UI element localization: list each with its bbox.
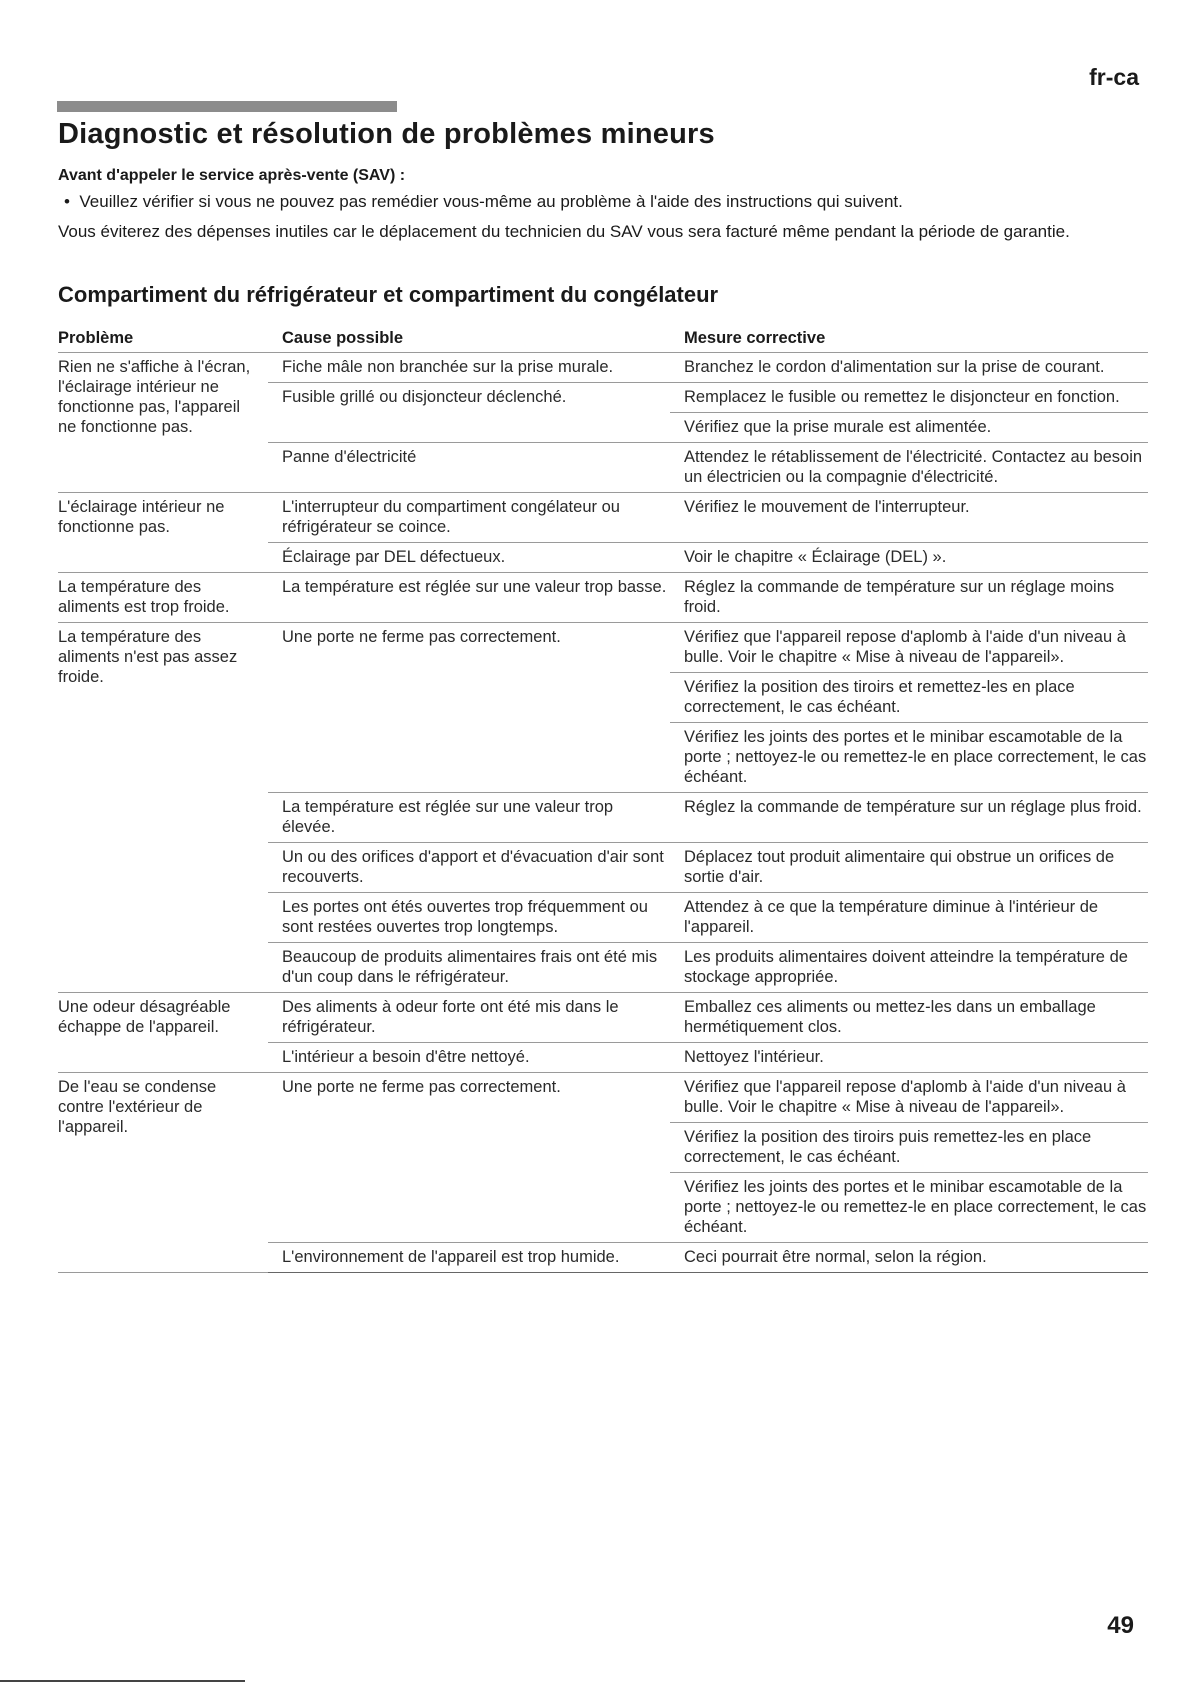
cause-cell: L'interrupteur du compartiment congélateur ou réfrigérateur se coince.	[268, 493, 670, 543]
action-cell: Attendez à ce que la température diminue à l'intérieur de l'appareil.	[670, 893, 1148, 943]
intro-bullet	[58, 192, 1148, 212]
table-row	[58, 993, 1148, 1043]
action-cell: Vérifiez la position des tiroirs et remettez-les en place correctement, le cas échéant.	[670, 673, 1148, 723]
action-cell: Branchez le cordon d'alimentation sur la prise de courant.	[670, 353, 1148, 383]
problem-cell: Une odeur désagréable échappe de l'appareil.	[58, 993, 268, 1073]
action-cell: Nettoyez l'intérieur.	[670, 1043, 1148, 1073]
intro-bullet-text: Veuillez vérifier si vous ne pouvez pas remédier vous-même au problème à l'aide des instructions qui suivent.	[79, 192, 903, 211]
table-row	[58, 623, 1148, 673]
action-cell: Vérifiez les joints des portes et le minibar escamotable de la porte ; nettoyez-le ou remettez-le en place correctement, le cas échéant.	[670, 723, 1148, 793]
section-title: Compartiment du réfrigérateur et compartiment du congélateur	[58, 282, 719, 307]
header-bar	[57, 101, 397, 112]
cause-cell: Les portes ont étés ouvertes trop fréquemment ou sont restées ouvertes trop longtemps.	[268, 893, 670, 943]
cause-cell: Des aliments à odeur forte ont été mis dans le réfrigérateur.	[268, 993, 670, 1043]
action-cell: Vérifiez la position des tiroirs puis remettez-les en place correctement, le cas échéant.	[670, 1123, 1148, 1173]
cause-cell: Fusible grillé ou disjoncteur déclenché.	[268, 383, 670, 443]
cause-cell: Beaucoup de produits alimentaires frais ont été mis d'un coup dans le réfrigérateur.	[268, 943, 670, 993]
action-cell: Vérifiez le mouvement de l'interrupteur.	[670, 493, 1148, 543]
cause-cell: Un ou des orifices d'apport et d'évacuation d'air sont recouverts.	[268, 843, 670, 893]
page-title: Diagnostic et résolution de problèmes mineurs	[58, 118, 715, 150]
table-body	[58, 353, 1148, 1273]
action-cell: Ceci pourrait être normal, selon la région.	[670, 1243, 1148, 1273]
header-cause: Cause possible	[268, 322, 670, 353]
cause-cell: Panne d'électricité	[268, 443, 670, 493]
table-row	[58, 573, 1148, 623]
problem-cell: Rien ne s'affiche à l'écran, l'éclairage intérieur ne fonctionne pas, l'appareil ne fonctionne pas.	[58, 353, 268, 493]
cause-cell: L'environnement de l'appareil est trop humide.	[268, 1243, 670, 1273]
action-cell: Remplacez le fusible ou remettez le disjoncteur en fonction.	[670, 383, 1148, 413]
cause-cell: Une porte ne ferme pas correctement.	[268, 623, 670, 793]
cause-cell: Éclairage par DEL défectueux.	[268, 543, 670, 573]
language-code: fr-ca	[1089, 64, 1139, 90]
action-cell: Voir le chapitre « Éclairage (DEL) ».	[670, 543, 1148, 573]
cause-cell: Une porte ne ferme pas correctement.	[268, 1073, 670, 1243]
action-cell: Attendez le rétablissement de l'électricité. Contactez au besoin un électricien ou la compagnie d'électricité.	[670, 443, 1148, 493]
cause-cell: La température est réglée sur une valeur trop basse.	[268, 573, 670, 623]
problem-cell: De l'eau se condense contre l'extérieur de l'appareil.	[58, 1073, 268, 1273]
action-cell: Vérifiez que la prise murale est alimentée.	[670, 413, 1148, 443]
action-cell: Les produits alimentaires doivent atteindre la température de stockage appropriée.	[670, 943, 1148, 993]
problem-cell: La température des aliments n'est pas assez froide.	[58, 623, 268, 993]
cause-cell: Fiche mâle non branchée sur la prise murale.	[268, 353, 670, 383]
table-row	[58, 1073, 1148, 1123]
table-row	[58, 493, 1148, 543]
cause-cell: La température est réglée sur une valeur trop élevée.	[268, 793, 670, 843]
intro	[58, 166, 1148, 242]
action-cell: Vérifiez que l'appareil repose d'aplomb à l'aide d'un niveau à bulle. Voir le chapitre « Mise à niveau de l'appareil».	[670, 1073, 1148, 1123]
bullet-icon: •	[64, 192, 80, 211]
intro-paragraph: Vous éviterez des dépenses inutiles car le déplacement du technicien du SAV vous sera facturé même pendant la période de garantie.	[58, 222, 1070, 241]
action-cell: Réglez la commande de température sur un réglage plus froid.	[670, 793, 1148, 843]
action-cell: Déplacez tout produit alimentaire qui obstrue un orifices de sortie d'air.	[670, 843, 1148, 893]
cause-cell: L'intérieur a besoin d'être nettoyé.	[268, 1043, 670, 1073]
problem-cell: La température des aliments est trop froide.	[58, 573, 268, 623]
header-action: Mesure corrective	[670, 322, 1148, 353]
troubleshooting-table	[58, 322, 1148, 1273]
table-row	[58, 353, 1148, 383]
page-number: 49	[1107, 1612, 1134, 1639]
action-cell: Vérifiez les joints des portes et le minibar escamotable de la porte ; nettoyez-le ou remettez-le en place correctement, le cas échéant.	[670, 1173, 1148, 1243]
footer-rule	[0, 1680, 245, 1682]
action-cell: Vérifiez que l'appareil repose d'aplomb à l'aide d'un niveau à bulle. Voir le chapitre « Mise à niveau de l'appareil».	[670, 623, 1148, 673]
problem-cell: L'éclairage intérieur ne fonctionne pas.	[58, 493, 268, 573]
intro-lead: Avant d'appeler le service après-vente (SAV) :	[58, 167, 406, 184]
action-cell: Réglez la commande de température sur un réglage moins froid.	[670, 573, 1148, 623]
action-cell: Emballez ces aliments ou mettez-les dans un emballage hermétiquement clos.	[670, 993, 1148, 1043]
header-problem: Problème	[58, 322, 268, 353]
